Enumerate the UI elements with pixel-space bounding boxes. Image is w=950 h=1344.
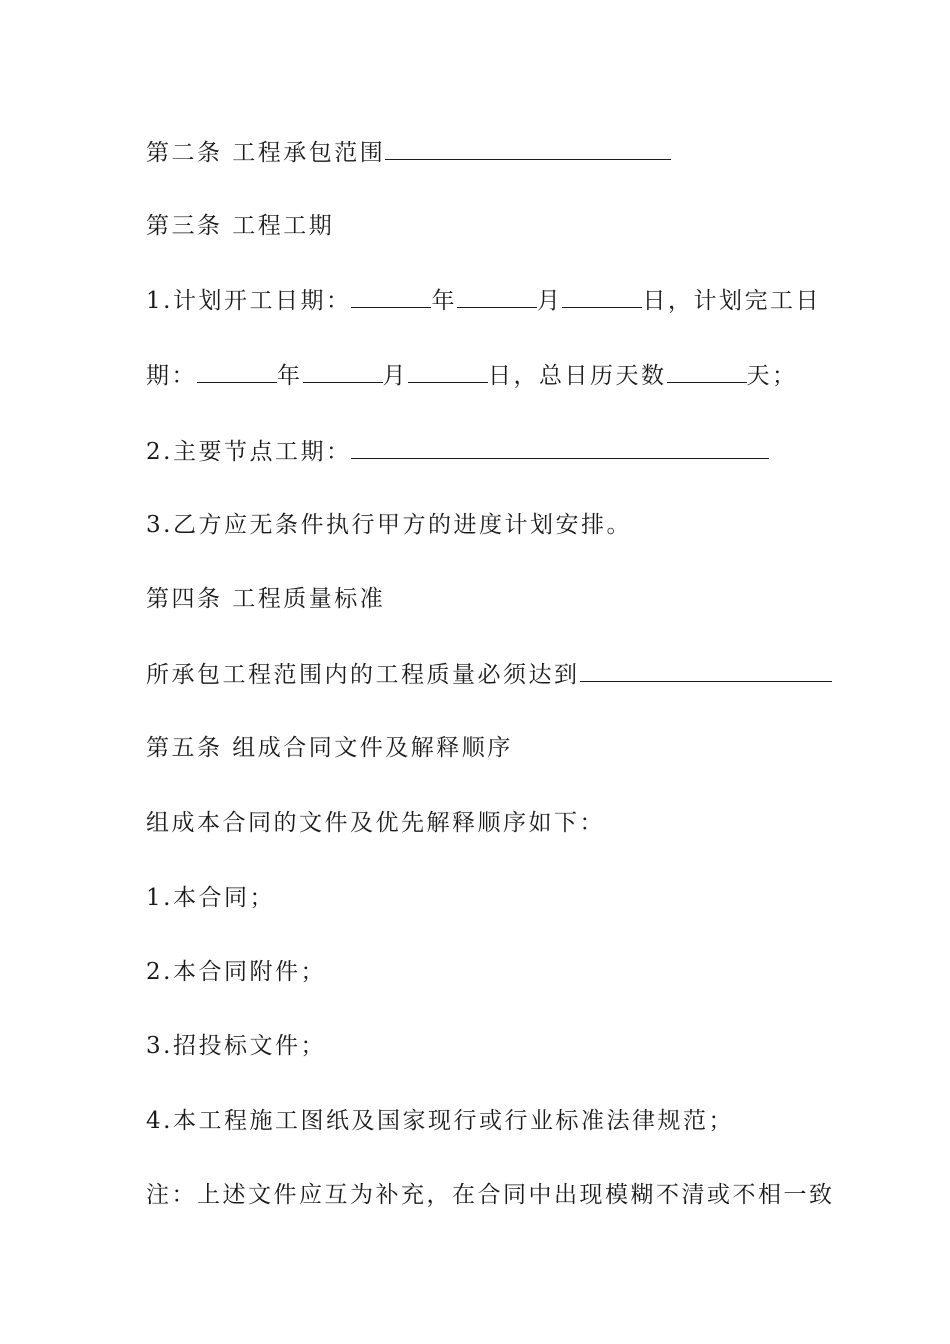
completion-date-line	[146, 360, 798, 391]
clause-2-scope-line	[146, 137, 671, 168]
day-total-label: 日，总日历天数	[488, 363, 667, 389]
clause-5-heading: 第五条 组成合同文件及解释顺序	[146, 735, 513, 761]
schedule-item-3: 3.乙方应无条件执行甲方的进度计划安排。	[146, 512, 632, 538]
item1-line2-prefix: 期：	[146, 363, 197, 389]
quality-blank	[580, 659, 832, 682]
item1-prefix: 1.计划开工日期：	[146, 288, 352, 314]
clause-2-text: 第二条 工程承包范围	[146, 140, 386, 166]
clause-3-heading: 第三条 工程工期	[146, 213, 335, 239]
clause-5-intro: 组成本合同的文件及优先解释顺序如下：	[146, 810, 605, 836]
milestone-line	[146, 436, 769, 467]
item2-prefix: 2.主要节点工期：	[146, 439, 352, 465]
start-day-blank	[562, 285, 642, 308]
scope-blank	[385, 137, 671, 160]
quality-prefix: 所承包工程范围内的工程质量必须达到	[146, 662, 580, 688]
clause-4-heading: 第四条 工程质量标准	[146, 586, 386, 612]
note-line: 注：上述文件应互为补充，在合同中出现模糊不清或不相一致	[146, 1182, 835, 1208]
month-label-2: 月	[382, 363, 408, 389]
year-label-2: 年	[277, 363, 303, 389]
start-year-blank	[351, 285, 431, 308]
list-item: 3.招投标文件；	[146, 1033, 326, 1059]
start-month-blank	[457, 285, 537, 308]
list-item: 4.本工程施工图纸及国家现行或行业标准法律规范；	[146, 1108, 734, 1134]
quality-line	[146, 659, 832, 690]
end-year-blank	[197, 360, 277, 383]
end-month-blank	[303, 360, 383, 383]
day-plan-end-label: 日，计划完工日	[642, 288, 821, 314]
year-label: 年	[431, 288, 457, 314]
list-item: 1.本合同；	[146, 885, 275, 911]
days-suffix: 天；	[746, 363, 798, 389]
end-day-blank	[408, 360, 488, 383]
milestone-blank	[351, 436, 769, 459]
month-label: 月	[536, 288, 563, 314]
total-days-blank	[667, 360, 747, 383]
planned-dates-line	[146, 285, 821, 316]
list-item: 2.本合同附件；	[146, 959, 326, 985]
